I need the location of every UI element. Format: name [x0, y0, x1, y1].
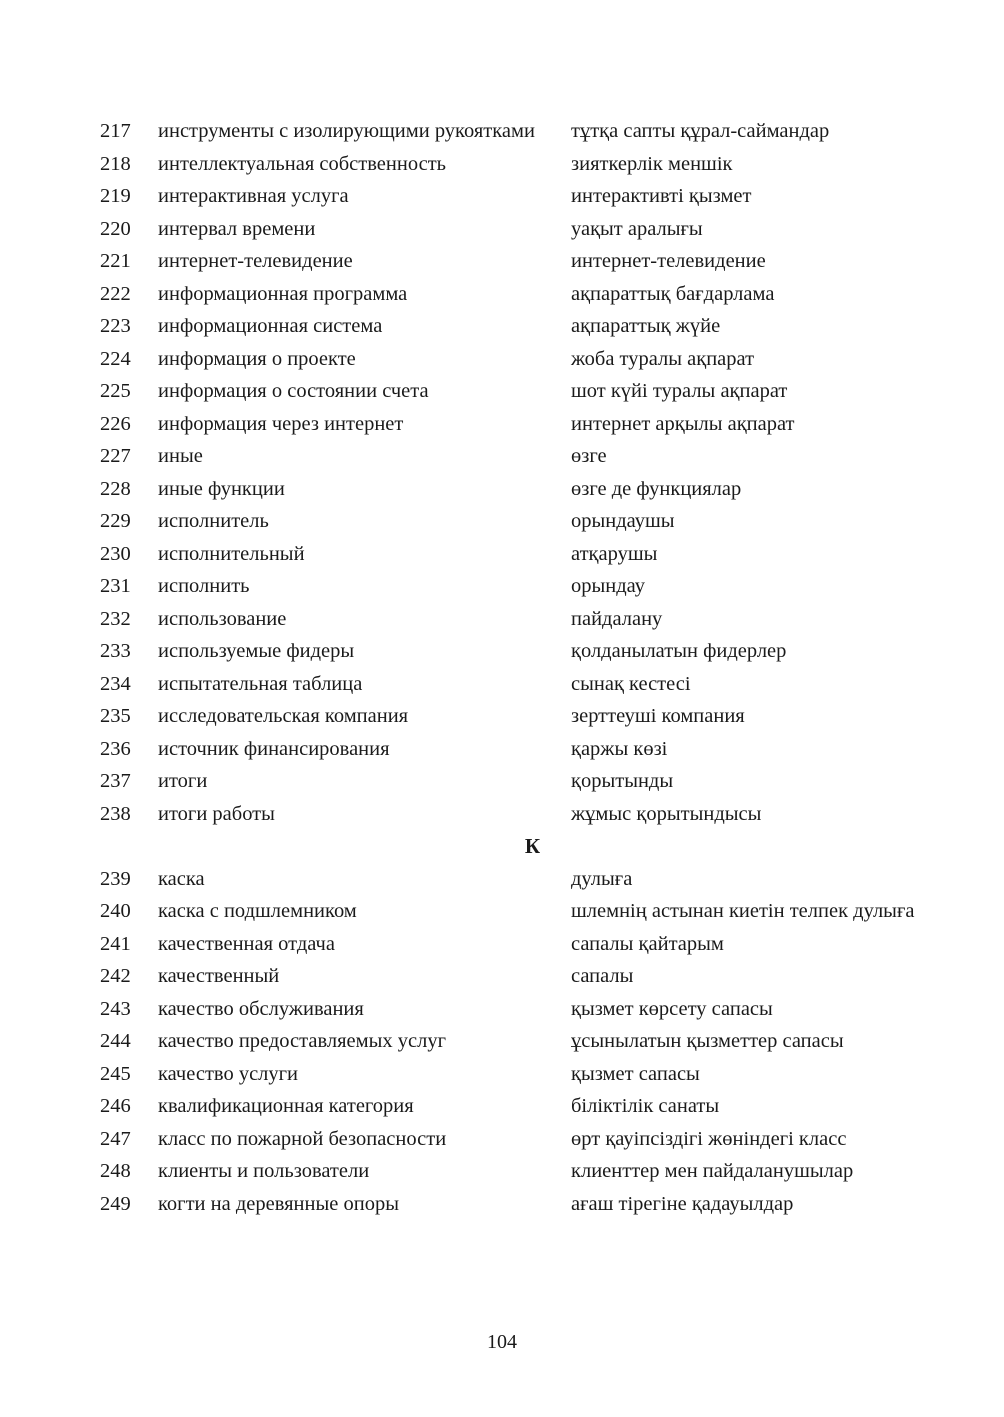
russian-term: информация о проекте — [158, 347, 356, 370]
kazakh-term: ағаш тірегіне қадауылдар — [571, 1192, 794, 1215]
russian-term: использование — [158, 607, 287, 630]
kazakh-term: пайдалану — [571, 607, 663, 630]
entry-number: 227 — [100, 445, 131, 467]
entry-number: 241 — [100, 932, 131, 955]
kazakh-term: зерттеуші компания — [571, 705, 745, 727]
kazakh-term: интерактивті қызмет — [571, 185, 752, 207]
entry-number: 217 — [100, 120, 131, 142]
glossary-entry — [100, 541, 920, 568]
entries-group-k — [100, 866, 920, 1218]
russian-term: испытательная таблица — [158, 672, 363, 695]
glossary-entry — [100, 248, 920, 275]
entry-number: 236 — [100, 737, 131, 760]
glossary-entry — [100, 1126, 920, 1153]
entry-number: 219 — [100, 185, 131, 207]
glossary-entry — [100, 638, 920, 665]
glossary-entry — [100, 996, 920, 1023]
glossary-entry — [100, 476, 920, 503]
entry-number: 225 — [100, 380, 131, 402]
kazakh-term: зияткерлік меншік — [571, 152, 733, 175]
entry-number: 223 — [100, 315, 131, 337]
russian-term: инструменты с изолирующими рукоятками — [158, 120, 535, 142]
kazakh-term: интернет арқылы ақпарат — [571, 412, 795, 435]
kazakh-term: ақпараттық жүйе — [571, 315, 721, 337]
kazakh-term: дулыға — [571, 867, 633, 890]
glossary-entry — [100, 411, 920, 438]
kazakh-term: шот күйі туралы ақпарат — [571, 380, 788, 402]
entry-number: 249 — [100, 1192, 131, 1215]
kazakh-term: тұтқа сапты құрал-саймандар — [571, 120, 830, 142]
russian-term: качественный — [158, 965, 280, 987]
glossary-entry — [100, 931, 920, 958]
russian-term: источник финансирования — [158, 737, 390, 760]
glossary-entry — [100, 898, 920, 925]
kazakh-term: сынақ кестесі — [571, 672, 691, 695]
kazakh-term: жоба туралы ақпарат — [571, 347, 755, 370]
kazakh-term: сапалы қайтарым — [571, 932, 724, 955]
kazakh-term: шлемнің астынан киетін телпек дулыға — [571, 900, 915, 922]
glossary-entry — [100, 801, 920, 828]
russian-term: класс по пожарной безопасности — [158, 1127, 447, 1150]
glossary-entry — [100, 703, 920, 730]
entry-number: 231 — [100, 575, 131, 597]
entry-number: 221 — [100, 250, 131, 272]
entry-number: 245 — [100, 1062, 131, 1085]
glossary-entry — [100, 183, 920, 210]
kazakh-term: орындаушы — [571, 510, 675, 532]
kazakh-term: уақыт аралығы — [571, 217, 703, 240]
glossary-entry — [100, 1191, 920, 1218]
entry-number: 220 — [100, 217, 131, 240]
glossary-entry — [100, 671, 920, 698]
entry-number: 229 — [100, 510, 131, 532]
kazakh-term: интернет-телевидение — [571, 250, 766, 272]
entry-number: 232 — [100, 607, 131, 630]
kazakh-term: сапалы — [571, 965, 634, 987]
russian-term: интерактивная услуга — [158, 185, 349, 207]
russian-term: интернет-телевидение — [158, 250, 353, 272]
kazakh-term: қолданылатын фидерлер — [571, 640, 787, 662]
glossary-entry — [100, 281, 920, 308]
entry-number: 239 — [100, 867, 131, 890]
russian-term: квалификационная категория — [158, 1095, 414, 1117]
russian-term: исполнитель — [158, 510, 269, 532]
entry-number: 218 — [100, 152, 131, 175]
russian-term: исследовательская компания — [158, 705, 409, 727]
glossary-entry — [100, 151, 920, 178]
page-number: 104 — [487, 1331, 517, 1353]
entry-number: 230 — [100, 542, 131, 565]
entry-number: 246 — [100, 1095, 131, 1117]
section-letter-heading: К — [524, 834, 541, 858]
glossary-entry — [100, 866, 920, 893]
glossary-entry — [100, 508, 920, 535]
glossary-entry — [100, 1158, 920, 1185]
russian-term: информация через интернет — [158, 412, 404, 435]
russian-term: исполнительный — [158, 542, 305, 565]
kazakh-term: жұмыс қорытындысы — [571, 802, 762, 825]
glossary-entry — [100, 378, 920, 405]
russian-term: когти на деревянные опоры — [158, 1192, 399, 1215]
kazakh-term: біліктілік санаты — [571, 1095, 720, 1117]
entry-number: 243 — [100, 997, 131, 1020]
russian-term: исполнить — [158, 575, 250, 597]
russian-term: используемые фидеры — [158, 640, 355, 662]
kazakh-term: ақпараттық бағдарлама — [571, 282, 775, 305]
entry-number: 247 — [100, 1127, 131, 1150]
entry-number: 234 — [100, 672, 131, 695]
entry-number: 238 — [100, 802, 131, 825]
russian-term: итоги работы — [158, 802, 275, 825]
kazakh-term: қорытынды — [571, 770, 674, 792]
kazakh-term: қызмет сапасы — [571, 1062, 700, 1085]
glossary-entry — [100, 1093, 920, 1120]
glossary-list — [100, 118, 920, 1223]
russian-term: информационная система — [158, 315, 383, 337]
russian-term: информация о состоянии счета — [158, 380, 429, 402]
russian-term: итоги — [158, 770, 208, 792]
entry-number: 237 — [100, 770, 131, 792]
glossary-entry — [100, 963, 920, 990]
russian-term: интервал времени — [158, 217, 316, 240]
kazakh-term: өзге де функциялар — [571, 477, 742, 500]
russian-term: качество услуги — [158, 1062, 299, 1085]
kazakh-term: ұсынылатын қызметтер сапасы — [571, 1030, 844, 1052]
glossary-entry — [100, 606, 920, 633]
glossary-entry — [100, 736, 920, 763]
glossary-entry — [100, 1028, 920, 1055]
glossary-entry — [100, 573, 920, 600]
glossary-entry — [100, 118, 920, 145]
russian-term: интеллектуальная собственность — [158, 152, 447, 175]
kazakh-term: клиенттер мен пайдаланушылар — [571, 1160, 854, 1182]
entry-number: 248 — [100, 1160, 131, 1182]
kazakh-term: қызмет көрсету сапасы — [571, 997, 773, 1020]
glossary-entry — [100, 768, 920, 795]
kazakh-term: өрт қауіпсіздігі жөніндегі класс — [571, 1127, 847, 1150]
glossary-entry — [100, 216, 920, 243]
entry-number: 224 — [100, 347, 131, 370]
entry-number: 244 — [100, 1030, 131, 1052]
russian-term: иные функции — [158, 477, 285, 500]
glossary-entry — [100, 443, 920, 470]
glossary-entry — [100, 1061, 920, 1088]
entry-number: 233 — [100, 640, 131, 662]
russian-term: иные — [158, 445, 203, 467]
russian-term: качество обслуживания — [158, 997, 364, 1020]
entry-number: 242 — [100, 965, 131, 987]
entry-number: 226 — [100, 412, 131, 435]
kazakh-term: қаржы көзі — [571, 737, 668, 760]
kazakh-term: орындау — [571, 575, 645, 597]
glossary-entry — [100, 313, 920, 340]
russian-term: качественная отдача — [158, 932, 335, 955]
russian-term: каска — [158, 867, 205, 890]
russian-term: информационная программа — [158, 282, 408, 305]
kazakh-term: атқарушы — [571, 542, 658, 565]
russian-term: каска с подшлемником — [158, 900, 357, 922]
russian-term: качество предоставляемых услуг — [158, 1030, 446, 1052]
kazakh-term: өзге — [571, 445, 607, 467]
entry-number: 235 — [100, 705, 131, 727]
entries-group-i — [100, 118, 920, 828]
entry-number: 240 — [100, 900, 131, 922]
entry-number: 222 — [100, 282, 131, 305]
entry-number: 228 — [100, 477, 131, 500]
russian-term: клиенты и пользователи — [158, 1160, 370, 1182]
glossary-entry — [100, 346, 920, 373]
